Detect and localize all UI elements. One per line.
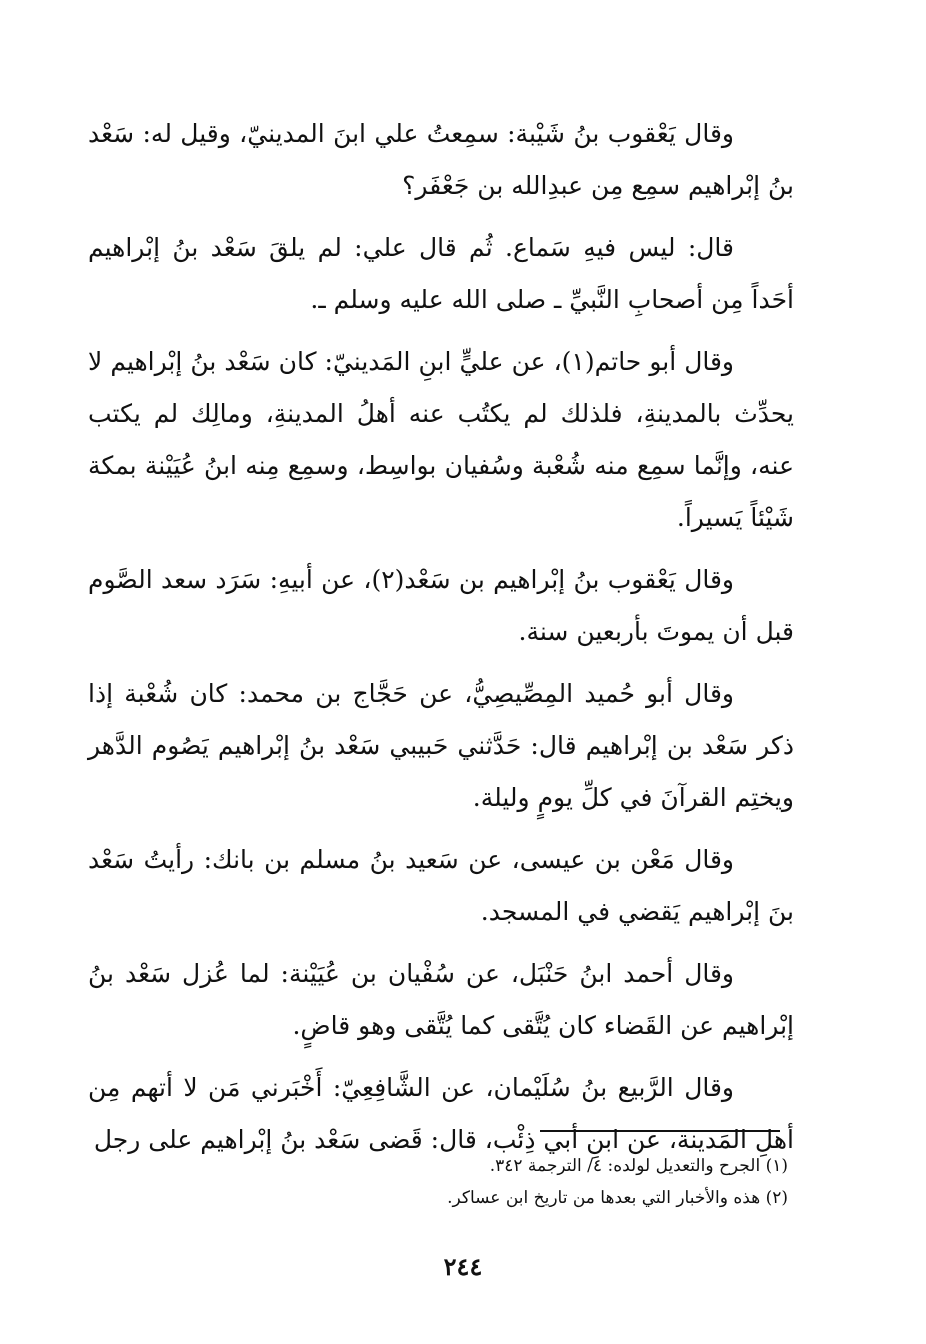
footnotes (250, 1150, 788, 1214)
footnote-1: (١) الجرح والتعديل لولده: ٤/ الترجمة ٣٤٢. (489, 1156, 788, 1176)
paragraph-3: وقال أبو حاتم(١)، عن عليٍّ ابنِ المَدينيّ: كان سَعْد بنُ إبْراهيم لا يحدِّث بالمدينةِ، فلذلك لم يكتُب عنه أهلُ المدينةِ، ومالِك لم يكتب عنه، وإنَّما سمِع منه شُعْبة وسُفيان بواسِط، وسمِع مِنه ابنُ عُيَيْنة بمكة شَيْئاً يَسيراً. (88, 347, 794, 532)
paragraph-4: وقال يَعْقوب بنُ إبْراهيم بن سَعْد(٢)، عن أبيهِ: سَرَد سعد الصَّوم قبل أن يموتَ بأربعين سنة. (88, 565, 794, 646)
paragraph-6: وقال مَعْن بن عيسى، عن سَعيد بنُ مسلم بن بانك: رأيتُ سَعْد بنَ إبْراهيم يَقضي في المسجد. (88, 845, 794, 926)
footnote-2: (٢) هذه والأخبار التي بعدها من تاريخ ابن عساكر. (447, 1188, 788, 1208)
paragraph-8: وقال الرَّبيع بنُ سُلَيْمان، عن الشَّافِعِيّ: أَخْبَرني مَن لا أتهم مِن أهلِ المَدينة، عن ابنِ أبي ذِئْب، قال: قَضى سَعْد بنُ إبْراهيم على رجل (88, 1073, 794, 1154)
paragraph-1: وقال يَعْقوب بنُ شَيْبة: سمِعتُ علي ابنَ المدينيّ، وقيل له: سَعْد بنُ إبْراهيم سمِع مِن عبدِالله بن جَعْفَر؟ (88, 119, 794, 200)
page-number: ٢٤٤ (443, 1252, 483, 1281)
paragraph-2: قال: ليس فيهِ سَماع. ثُم قال علي: لم يلقَ سَعْد بنُ إبْراهيم أحَداً مِن أصحابِ النَّبيِّ ـ صلى الله عليه وسلم ـ. (88, 233, 794, 314)
main-text (88, 108, 794, 1176)
paragraph-7: وقال أحمد ابنُ حَنْبَل، عن سُفْيان بن عُيَيْنة: لما عُزل سَعْد بنُ إبْراهيم عن القَضاء كان يُتَّقى كما يُتَّقى وهو قاضٍ. (88, 959, 794, 1040)
paragraph-5: وقال أبو حُميد المِصِّيصِيُّ، عن حَجَّاج بن محمد: كان شُعْبة إذا ذكر سَعْد بن إبْراهيم قال: حَدَّثني حَبيبي سَعْد بنُ إبْراهيم يَصُوم الدَّهر ويختِم القرآنَ في كلِّ يومٍ وليلة. (88, 679, 794, 812)
footnote-divider (540, 1130, 780, 1132)
